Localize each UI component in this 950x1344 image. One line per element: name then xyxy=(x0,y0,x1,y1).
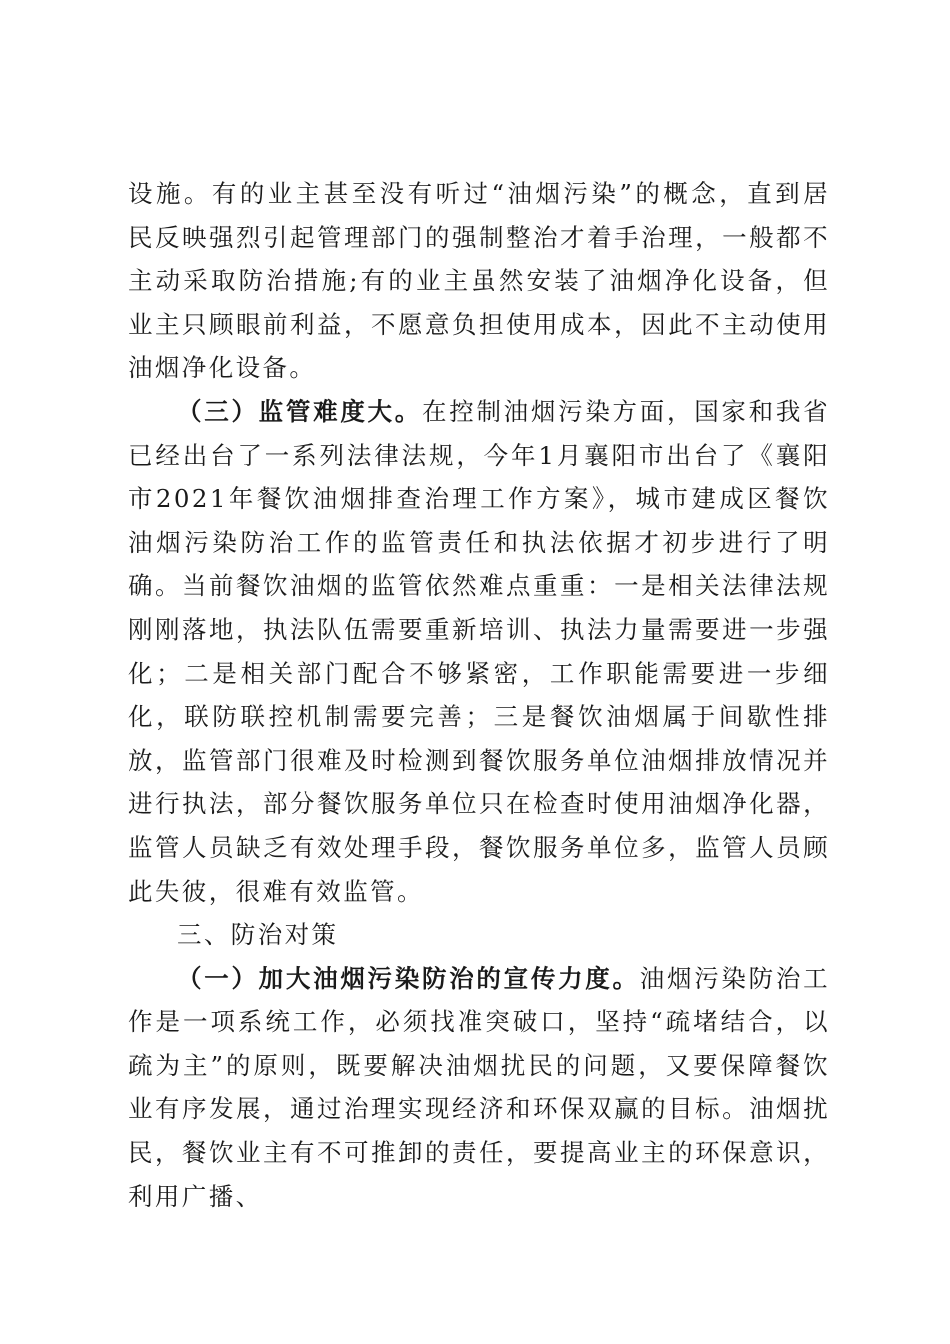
paragraph-continuation xyxy=(128,172,830,390)
section-heading-text: 三、防治对策 xyxy=(177,920,339,950)
paragraph-2-body: 在控制油烟污染方面，国家和我省已经出台了一系列法律法规，今年1月襄阳市出台了《襄阳市2021年餐饮油烟排查治理工作方案》，城市建成区餐饮油烟污染防治工作的监管责任和执法依据才初步进行了明确。当前餐饮油烟的监管依然难点重重：一是相关法律法规刚刚落地，执法队伍需要重新培训、执法力量需要进一步强化；二是相关部门配合不够紧密，工作职能需要进一步细化，联防联控机制需要完善；三是餐饮油烟属于间歇性排放，监管部门很难及时检测到餐饮服务单位油烟排放情况并进行执法，部分餐饮服务单位只在检查时使用油烟净化器，监管人员缺乏有效处理手段，餐饮服务单位多，监管人员顾此失彼，很难有效监管。 xyxy=(128,396,830,906)
paragraph-3-lead: （一）加大油烟污染防治的宣传力度。 xyxy=(177,963,640,993)
paragraph-1-text: 设施。有的业主甚至没有听过“油烟污染”的概念，直到居民反映强烈引起管理部门的强制整治才着手治理，一般都不主动采取防治措施;有的业主虽然安装了油烟净化设备，但业主只顾眼前利益，不愿意负担使用成本，因此不主动使用油烟净化设备。 xyxy=(128,179,830,383)
paragraph-publicity xyxy=(128,957,830,1219)
section-heading xyxy=(128,913,830,957)
document-body xyxy=(128,172,830,1218)
paragraph-2-lead: （三）监管难度大。 xyxy=(177,396,422,426)
paragraph-supervision-difficulty xyxy=(128,390,830,913)
paragraph-3-body: 油烟污染防治工作是一项系统工作，必须找准突破口，坚持“疏堵结合，以疏为主”的原则，既要解决油烟扰民的问题，又要保障餐饮业有序发展，通过治理实现经济和环保双赢的目标。油烟扰民，餐饮业主有不可推卸的责任，要提高业主的环保意识，利用广播、 xyxy=(128,963,830,1211)
